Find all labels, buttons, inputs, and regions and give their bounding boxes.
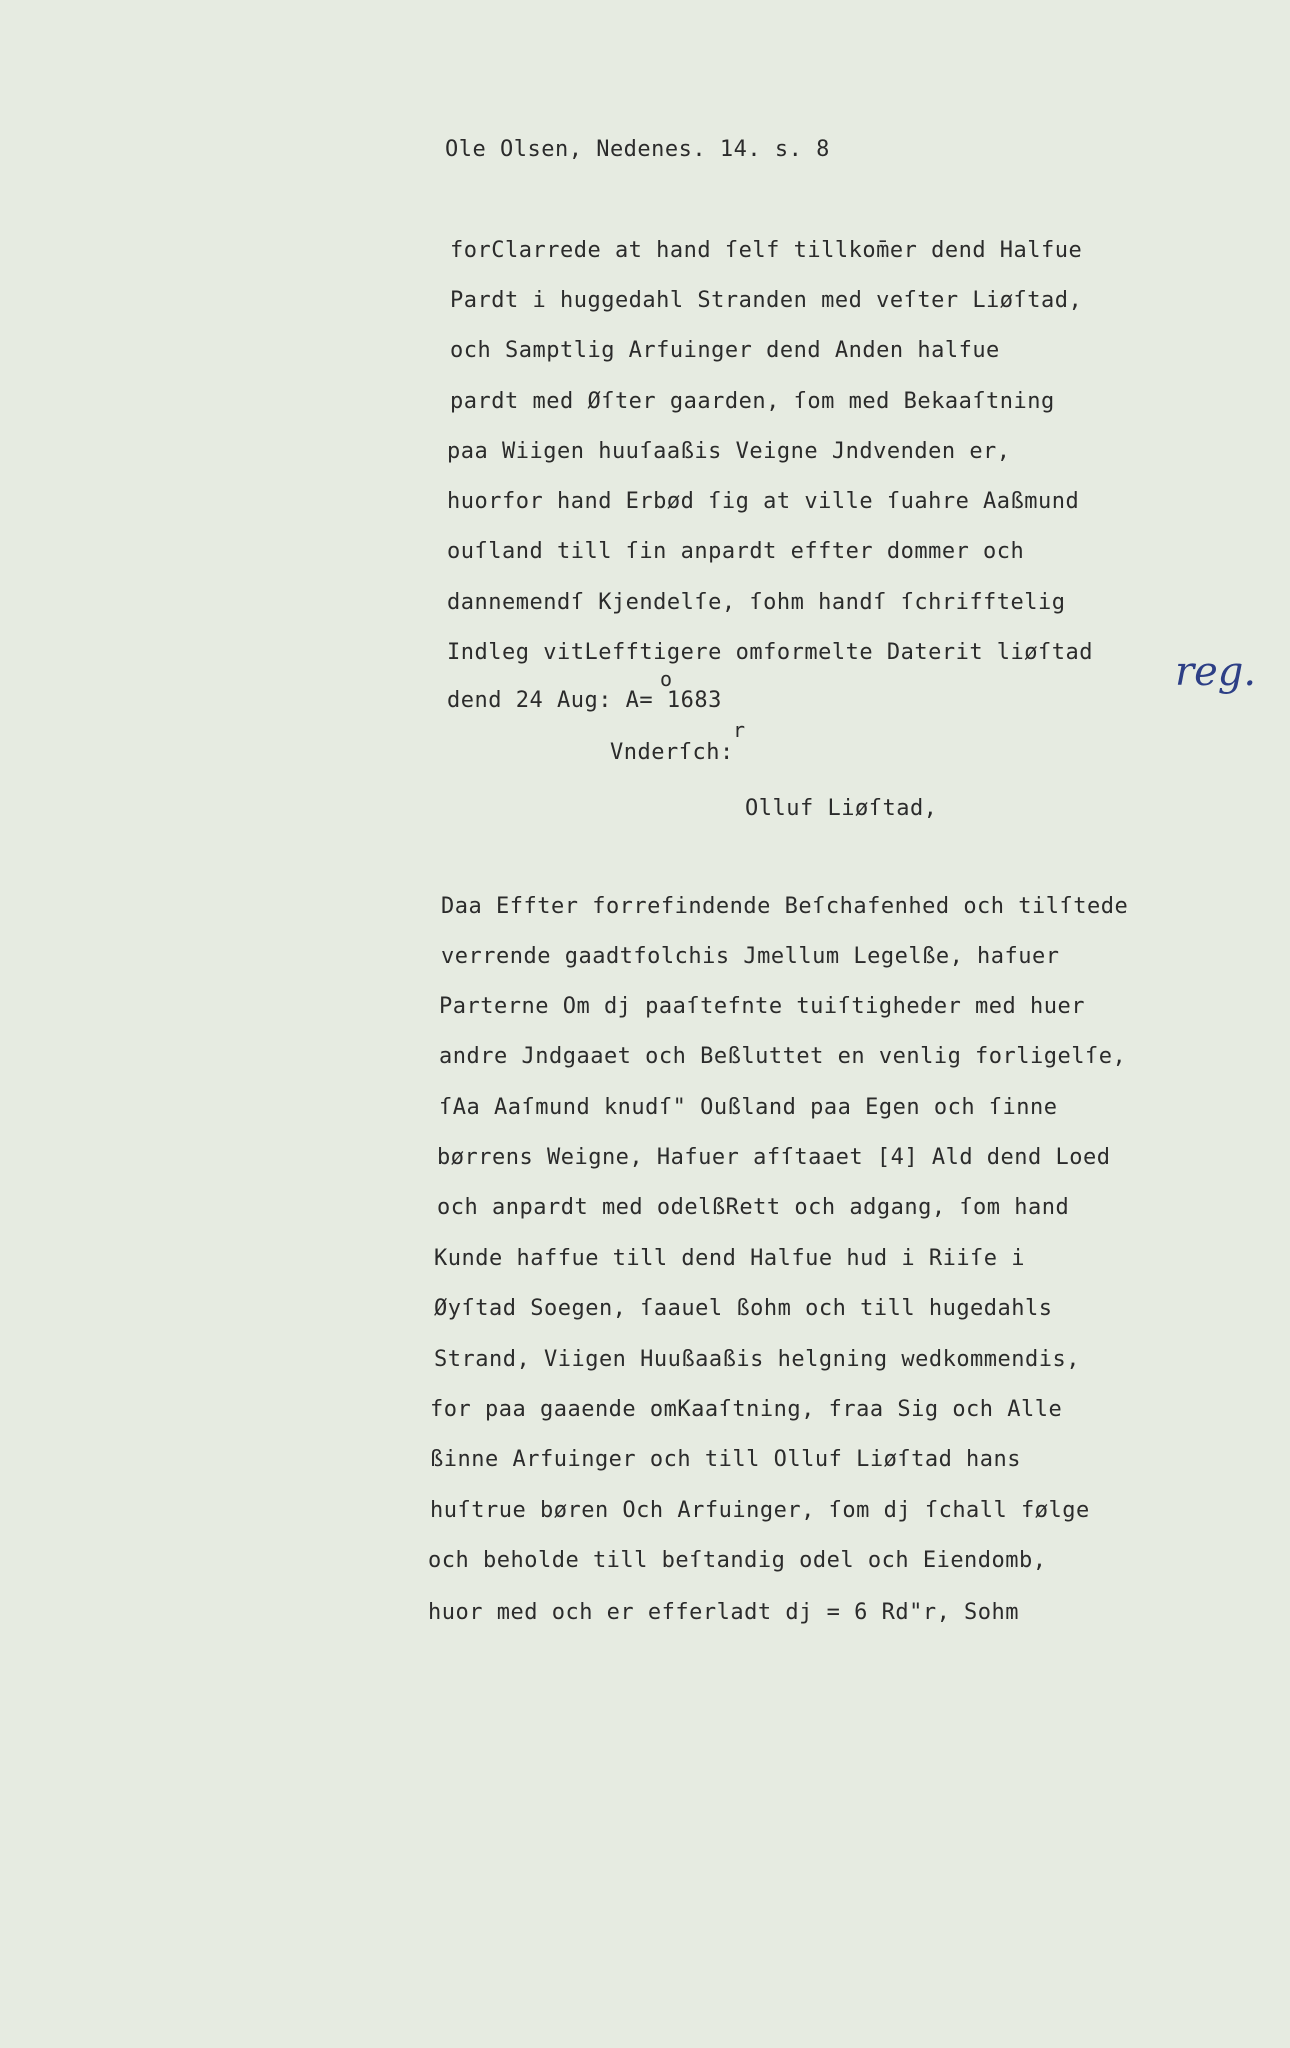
margin-note: reg.	[1175, 649, 1257, 695]
signature-label: Vnderſch:	[610, 740, 734, 765]
paragraph1-line-6: huorfor hand Erbød ſig at ville ſuahre Aaßmund	[447, 489, 1080, 514]
document-header: Ole Olsen, Nedenes. 14. s. 8	[445, 137, 830, 162]
paragraph2-line-3: Parterne Om dj paaſtefnte tuiſtigheder med huer	[439, 994, 1086, 1019]
paragraph1-line-1: forClarrede at hand ſelf tillkom̄er dend Halfue	[450, 238, 1083, 263]
paragraph1-line-5: paa Wiigen huuſaaßis Veigne Jndvenden er,	[447, 439, 1011, 464]
paragraph2-line-11: for paa gaaende omKaaſtning, fraa Sig och Alle	[430, 1397, 1063, 1422]
paragraph2-line-13: huſtrue børen Och Arfuinger, ſom dj ſchall følge	[430, 1498, 1090, 1523]
paragraph2-line-7: och anpardt med odelßRett och adgang, ſom hand	[437, 1195, 1070, 1220]
superscript-r: r	[733, 718, 746, 742]
paragraph1-line-7: ouſland till ſin anpardt effter dommer och	[447, 539, 1025, 564]
paragraph1-line-4: pardt med Øſter gaarden, ſom med Bekaaſtning	[450, 389, 1055, 414]
paragraph2-line-5: ſAa Aaſmund knudſ" Oußland paa Egen och ſinne	[439, 1095, 1058, 1120]
paragraph2-line-2: verrende gaadtfolchis Jmellum Legelße, hafuer	[441, 944, 1060, 969]
paragraph1-line-8: dannemendſ Kjendelſe, ſohm handſ ſchrifftelig	[447, 590, 1066, 615]
paragraph2-line-14: och beholde till beſtandig odel och Eiendomb,	[428, 1548, 1047, 1573]
superscript-o: o	[660, 667, 673, 691]
signature-name: Olluf Liøſtad,	[745, 796, 938, 821]
paragraph2-line-4: andre Jndgaaet och Beßluttet en venlig forligelſe,	[439, 1044, 1127, 1069]
paragraph1-line-9: Indleg vitLefftigere omformelte Daterit liøſtad	[447, 640, 1094, 665]
paragraph2-line-8: Kunde haffue till dend Halfue hud i Riiſe i	[434, 1246, 1026, 1271]
paragraph1-line-10: dend 24 Aug: A= 1683	[447, 688, 722, 713]
paragraph2-line-12: ßinne Arfuinger och till Olluf Liøſtad hans	[430, 1447, 1022, 1472]
paragraph2-line-10: Strand, Viigen Huußaaßis helgning wedkommendis,	[434, 1347, 1081, 1372]
paragraph2-line-1: Daa Effter forrefindende Beſchafenhed och tilſtede	[441, 894, 1129, 919]
paragraph2-line-15: huor med och er efferladt dj = 6 Rd"r, Sohm	[428, 1600, 1020, 1625]
paragraph1-line-3: och Samptlig Arfuinger dend Anden halfue	[450, 338, 1000, 363]
paragraph2-line-6: børrens Weigne, Hafuer afſtaaet [4] Ald dend Loed	[437, 1145, 1111, 1170]
paragraph1-line-2: Pardt i huggedahl Stranden med veſter Liøſtad,	[450, 288, 1083, 313]
paragraph2-line-9: Øyſtad Soegen, ſaauel ßohm och till hugedahls	[434, 1296, 1053, 1321]
